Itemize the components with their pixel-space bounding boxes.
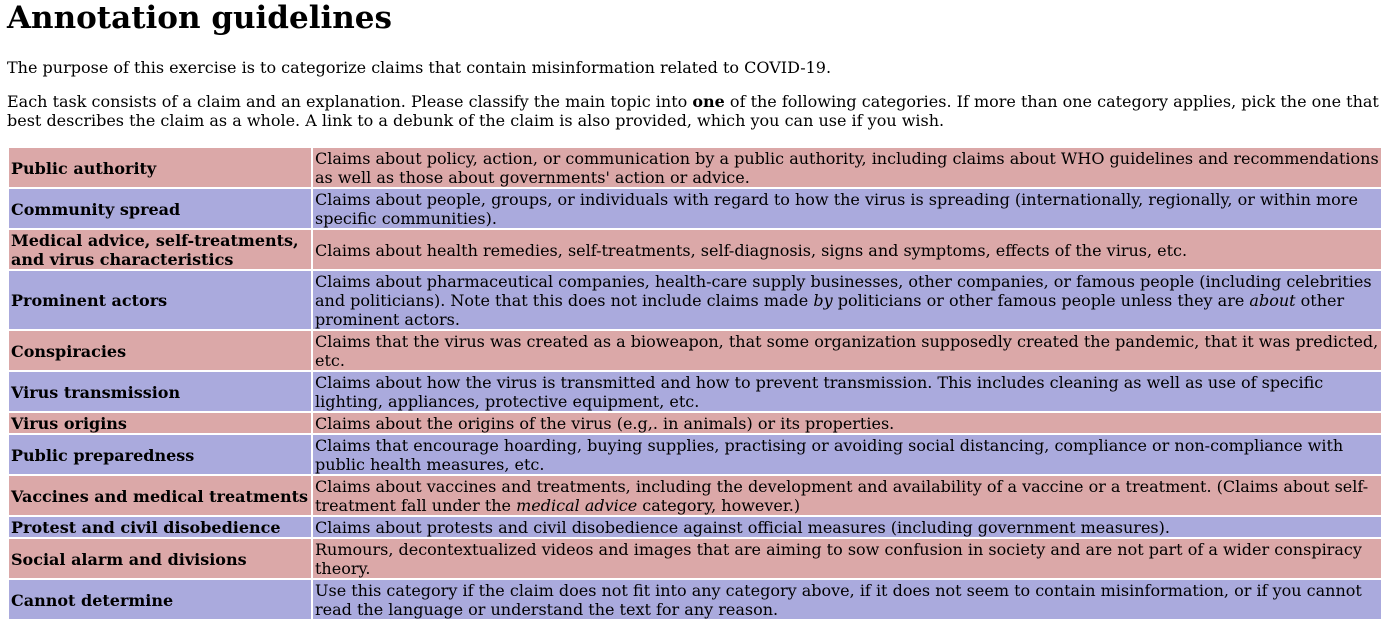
category-description: [313, 189, 1381, 228]
category-name: Virus transmission: [9, 372, 311, 411]
category-description: [313, 539, 1381, 578]
description-text: politicians or other famous people unless they are: [832, 291, 1250, 310]
category-description: [313, 148, 1381, 187]
category-description: [313, 372, 1381, 411]
category-description: [313, 580, 1381, 619]
category-description: [313, 271, 1381, 329]
category-name: Social alarm and divisions: [9, 539, 311, 578]
category-name: Conspiracies: [9, 331, 311, 370]
category-description: [313, 435, 1381, 474]
category-description: [313, 476, 1381, 515]
category-row: [9, 517, 1381, 537]
category-description: [313, 517, 1381, 537]
category-description: [313, 230, 1381, 269]
description-text: Claims about the origins of the virus (e.g,. in animals) or its properties.: [315, 414, 895, 433]
description-text: Claims about health remedies, self-treatments, self-diagnosis, signs and symptoms, effects of the virus, etc.: [315, 240, 1188, 260]
category-name: Community spread: [9, 189, 311, 228]
category-row: [9, 148, 1381, 187]
category-description: [313, 331, 1381, 370]
category-row: [9, 189, 1381, 228]
category-name: Virus origins: [9, 413, 311, 433]
category-row: [9, 539, 1381, 578]
category-row: [9, 372, 1381, 411]
category-row: [9, 413, 1381, 433]
description-text: Rumours, decontextualized videos and images that are aiming to sow confusion in society and are not part of a wider conspiracy theory.: [315, 540, 1362, 578]
categories-table: [7, 146, 1383, 621]
category-name: Public authority: [9, 148, 311, 187]
category-row: [9, 230, 1381, 269]
intro-paragraph: The purpose of this exercise is to categorize claims that contain misinformation related to COVID-19.: [7, 58, 832, 77]
description-text: Claims about people, groups, or individuals with regard to how the virus is spreading (internationally, regionally, or within more specific communities).: [315, 190, 1358, 228]
category-name: Medical advice, self-treatments, and virus characteristics: [9, 230, 311, 269]
category-row: [9, 580, 1381, 619]
instructions-paragraph: [7, 92, 1384, 130]
description-text: Claims about how the virus is transmitted and how to prevent transmission. This includes cleaning as well as use of specific lighting, appliances, protective equipment, etc.: [315, 373, 1324, 411]
category-row: [9, 435, 1381, 474]
description-text: Claims about policy, action, or communication by a public authority, including claims about WHO guidelines and recommendations as well as those about governments' action or advice.: [315, 149, 1379, 187]
description-emphasis: by: [813, 291, 833, 310]
description-text: other prominent actors.: [315, 291, 1345, 329]
category-name: Vaccines and medical treatments: [9, 476, 311, 515]
description-text: category, however.): [637, 496, 801, 515]
category-row: [9, 476, 1381, 515]
instructions-text-start: Each task consists of a claim and an explanation. Please classify the main topic into: [7, 92, 693, 111]
page-title: Annotation guidelines: [7, 0, 392, 36]
description-emphasis: medical advice: [516, 496, 638, 515]
category-row: [9, 271, 1381, 329]
category-description: [313, 413, 1381, 433]
description-text: Claims that encourage hoarding, buying supplies, practising or avoiding social distancing, compliance or non-compliance with public health measures, etc.: [315, 436, 1344, 474]
instructions-text-end: of the following categories. If more than one category applies, pick the one that best describes the claim as a whole. A link to a debunk of the claim is also provided, which you can use if you wish.: [7, 92, 1379, 130]
description-text: Claims about pharmaceutical companies, health-care supply businesses, other companies, or famous people (including celebrities and politicians). Note that this does not include claims made: [315, 272, 1372, 310]
description-text: Use this category if the claim does not fit into any category above, if it does not seem to contain misinformation, or if you cannot read the language or understand the text for any reason.: [315, 581, 1362, 619]
description-text: Claims that the virus was created as a bioweapon, that some organization supposedly created the pandemic, that it was predicted, etc.: [315, 332, 1379, 370]
description-text: Claims about vaccines and treatments, including the development and availability of a vaccine or a treatment. (Claims about self-treatment fall under the: [315, 477, 1369, 515]
description-emphasis: about: [1249, 291, 1296, 310]
category-row: [9, 331, 1381, 370]
category-name: Prominent actors: [9, 271, 311, 329]
category-name: Cannot determine: [9, 580, 311, 619]
description-text: Claims about protests and civil disobedience against official measures (including government measures).: [315, 518, 1170, 537]
category-name: Protest and civil disobedience: [9, 517, 311, 537]
category-name: Public preparedness: [9, 435, 311, 474]
instructions-emphasis: one: [692, 92, 725, 111]
